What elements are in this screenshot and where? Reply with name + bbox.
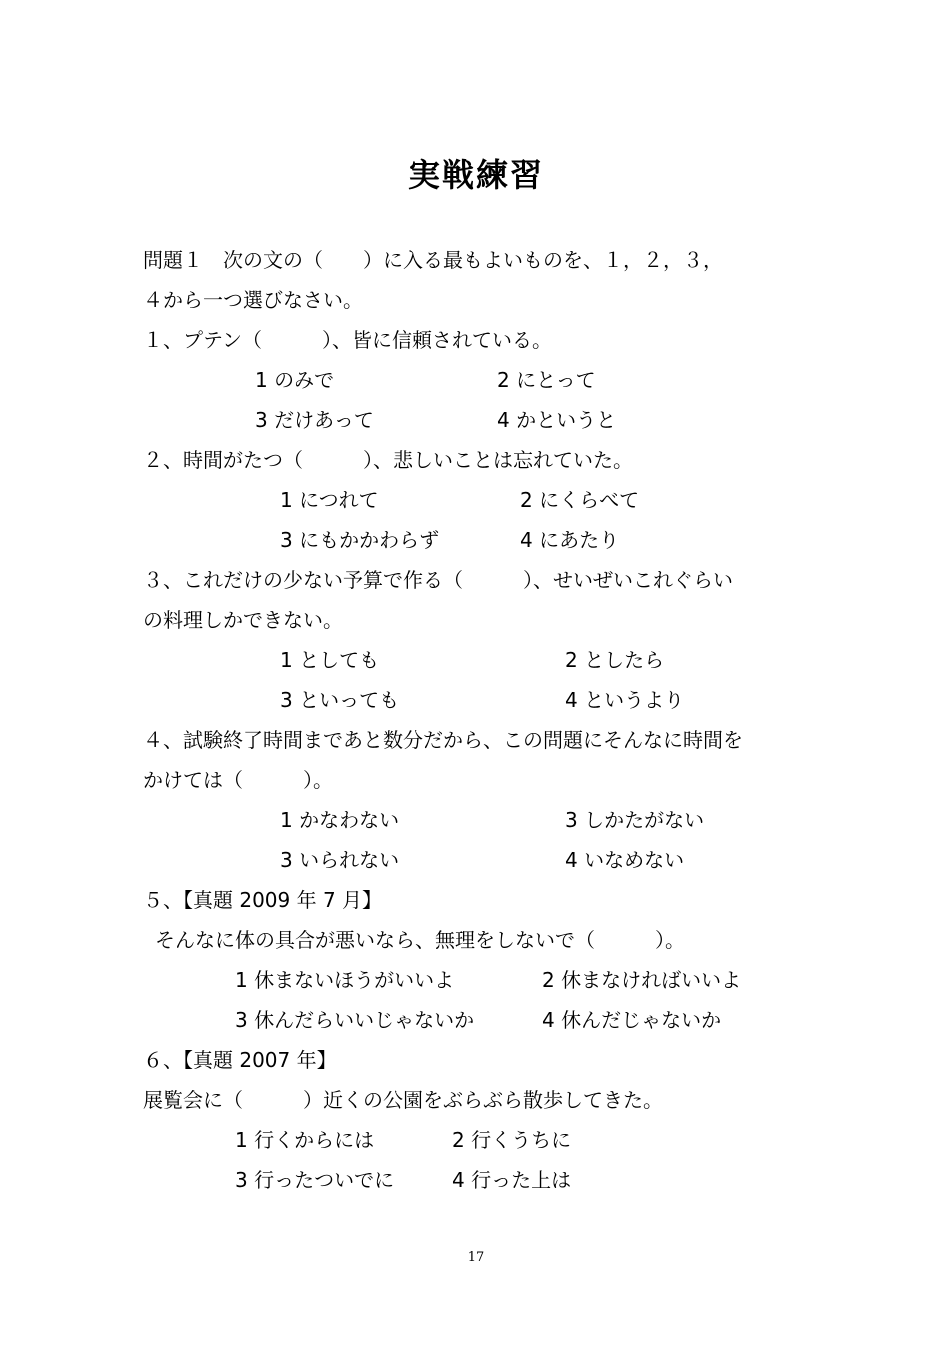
- question-3-option-1: 1 としても: [280, 648, 380, 672]
- question-3-stem-line-1: ３、これだけの少ない予算で作る（ ）、せいぜいこれぐらい: [143, 568, 733, 592]
- question-1-option-3: 3 だけあって: [255, 408, 374, 432]
- question-3-option-3: 3 といっても: [280, 688, 400, 712]
- question-6-option-3: 3 行ったついでに: [235, 1168, 395, 1192]
- question-3-option-4: 4 というより: [565, 688, 685, 712]
- question-1-stem: １、プテン（ ）、皆に信頼されている。: [143, 328, 552, 352]
- question-2-stem: ２、時間がたつ（ ）、悲しいことは忘れていた。: [143, 448, 633, 472]
- question-6-option-4: 4 行った上は: [452, 1168, 572, 1192]
- question-5-stem-line-1: ５、【真題 2009 年 7 月】: [143, 888, 383, 912]
- question-6-stem-line-2: 展覧会に（ ）近くの公園をぶらぶら散歩してきた。: [143, 1088, 663, 1112]
- question-6-stem-line-1: ６、【真題 2007 年】: [143, 1048, 337, 1072]
- question-1-option-2: 2 にとって: [497, 368, 596, 392]
- question-5-option-4: 4 休んだじゃないか: [542, 1008, 722, 1032]
- question-5-stem-line-2: そんなに体の具合が悪いなら、無理をしないで（ ）。: [155, 928, 685, 952]
- question-2-option-1: 1 につれて: [280, 488, 379, 512]
- question-2-option-4: 4 にあたり: [520, 528, 620, 552]
- question-4-option-3: 3 いられない: [280, 848, 400, 872]
- question-3-option-2: 2 としたら: [565, 648, 665, 672]
- question-4-stem-line-1: ４、試験終了時間まであと数分だから、この問題にそんなに時間を: [143, 728, 743, 752]
- instruction-line-1: 問題１ 次の文の（ ）に入る最もよいものを、１，２，３，: [143, 248, 723, 272]
- question-4-option-4: 4 いなめない: [565, 848, 685, 872]
- question-2-option-3: 3 にもかかわらず: [280, 528, 440, 552]
- question-5-option-2: 2 休まなければいいよ: [542, 968, 742, 992]
- question-4-option-1: 1 かなわない: [280, 808, 400, 832]
- question-1-option-4: 4 かというと: [497, 408, 617, 432]
- question-5-option-3: 3 休んだらいいじゃないか: [235, 1008, 475, 1032]
- question-1-option-1: 1 のみで: [255, 368, 335, 392]
- question-3-stem-line-2: の料理しかできない。: [143, 608, 343, 632]
- instruction-line-2: ４から一つ選びなさい。: [143, 288, 363, 312]
- question-4-option-2: 3 しかたがない: [565, 808, 705, 832]
- question-4-stem-line-2: かけては（ ）。: [143, 768, 333, 792]
- question-6-option-1: 1 行くからには: [235, 1128, 375, 1152]
- question-6-option-2: 2 行くうちに: [452, 1128, 572, 1152]
- question-2-option-2: 2 にくらべて: [520, 488, 640, 512]
- question-5-option-1: 1 休まないほうがいいよ: [235, 968, 455, 992]
- page-title: 実戦練習: [407, 156, 544, 194]
- page-number: 17: [467, 1250, 485, 1265]
